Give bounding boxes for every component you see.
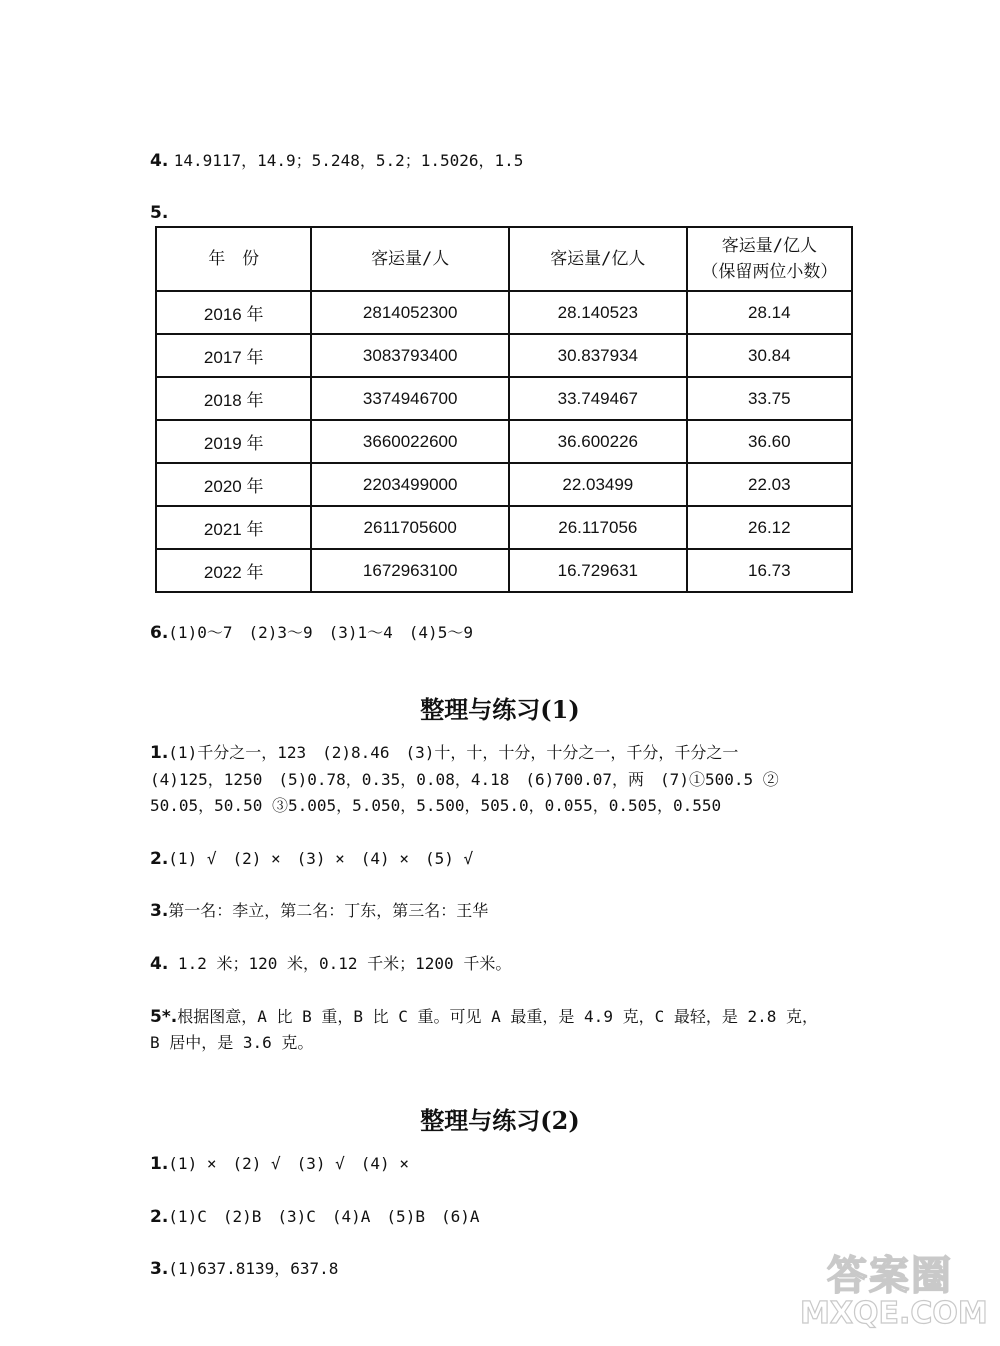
watermark-cn: 答案圈 [827,1253,953,1299]
s1-answer-5-cont [150,1029,860,1057]
watermark-logo [800,1244,988,1334]
answer-text: 根据图意，A 比 B 重，B 比 C 重。可见 A 最重，是 4.9 克，C 最轻，是 2.8 克， [177,1007,819,1026]
answer-number: 2. [150,849,169,869]
cell-passengers: 3660022600 [311,420,509,463]
answer-text: (1)C (2)B (3)C (4)A (5)B (6)A [168,1207,480,1226]
header-passengers-rounded [687,227,852,291]
cell-passengers: 2611705600 [311,506,509,549]
answer-text: (4)125，1250 (5)0.78，0.35，0.08，4.18 (6)700.07，两 (7)①500.5 ② [150,770,779,789]
s1-answer-2 [150,845,860,873]
cell-passengers-rounded: 26.12 [687,506,852,549]
answer-text: 第一名：李立，第二名：丁东，第三名：王华 [168,901,489,920]
table-row [156,291,852,334]
cell-year: 2020 年 [156,463,311,506]
s2-answer-1 [150,1150,860,1178]
answer-number: 4. [150,151,169,171]
answer-text: (1)637.8139，637.8 [168,1259,339,1278]
cell-passengers-100m: 16.729631 [509,549,687,592]
cell-passengers-100m: 28.140523 [509,291,687,334]
cell-passengers-rounded: 30.84 [687,334,852,377]
answer-text: 50.05，50.50 ③5.005，5.050，5.500，505.0，0.055，0.505，0.550 [150,796,722,815]
s1-answer-1-cont [150,792,860,820]
cell-year: 2018 年 [156,377,311,420]
answer-text: B 居中，是 3.6 克。 [150,1033,314,1052]
header-passengers-100m: 客运量/亿人 [509,227,687,291]
answer-number: 4. [150,954,169,974]
header-line: 客运量/亿人 [721,236,817,256]
cell-passengers: 3374946700 [311,377,509,420]
cell-passengers-100m: 33.749467 [509,377,687,420]
cell-year: 2017 年 [156,334,311,377]
table-header-row [156,227,852,291]
cell-year: 2019 年 [156,420,311,463]
answer-number: 1. [150,743,169,763]
cell-year: 2022 年 [156,549,311,592]
s2-answer-3 [150,1255,860,1283]
s2-answer-2 [150,1203,860,1231]
answer-text: 14.9117，14.9；5.248，5.2；1.5026，1.5 [173,151,524,170]
cell-year: 2016 年 [156,291,311,334]
answer-text: (1) √ (2) × (3) × (4) × (5) √ [168,849,474,868]
cell-passengers: 3083793400 [311,334,509,377]
answer-number: 5. [150,203,169,223]
section-title: 整理与练习(1) [420,695,580,724]
header-passengers: 客运量/人 [311,227,509,291]
answer-text: (1)0～7 (2)3～9 (3)1～4 (4)5～9 [168,623,473,642]
answer-number: 3. [150,901,169,921]
header-year: 年 份 [156,227,311,291]
answer-6 [150,619,860,647]
answer-number: 1. [150,1154,169,1174]
cell-passengers: 2203499000 [311,463,509,506]
s1-answer-5 [150,1003,860,1031]
answer-4 [150,147,860,175]
answer-number: 6. [150,623,169,643]
section-title: 整理与练习(2) [420,1106,580,1135]
table-row [156,549,852,592]
cell-passengers-100m: 30.837934 [509,334,687,377]
s1-answer-1 [150,739,860,767]
table-row [156,420,852,463]
cell-passengers-rounded: 22.03 [687,463,852,506]
cell-year: 2021 年 [156,506,311,549]
cell-passengers-rounded: 28.14 [687,291,852,334]
cell-passengers-100m: 22.03499 [509,463,687,506]
answer-text: (1)千分之一，123 (2)8.46 (3)十，十，十分，十分之一，千分，千分之一 [168,743,739,762]
s1-answer-1-cont [150,766,860,794]
cell-passengers: 2814052300 [311,291,509,334]
cell-passengers-rounded: 36.60 [687,420,852,463]
s1-answer-4 [150,950,860,978]
answer-5 [150,200,860,227]
table-row [156,334,852,377]
table-row [156,463,852,506]
table-row [156,377,852,420]
cell-passengers-rounded: 33.75 [687,377,852,420]
answer-text: (1) × (2) √ (3) √ (4) × [168,1154,409,1173]
cell-passengers-rounded: 16.73 [687,549,852,592]
s1-answer-3 [150,897,860,925]
table-row [156,506,852,549]
cell-passengers-100m: 36.600226 [509,420,687,463]
header-line: （保留两位小数） [701,262,838,282]
cell-passengers: 1672963100 [311,549,509,592]
passenger-volume-table [155,226,853,593]
watermark-en: MXQE.COM [800,1296,988,1331]
answer-number: 2. [150,1207,169,1227]
answer-number: 3. [150,1259,169,1279]
answer-text: 1.2 米；120 米，0.12 千米；1200 千米。 [168,954,512,973]
answer-number: 5*. [150,1007,178,1027]
cell-passengers-100m: 26.117056 [509,506,687,549]
